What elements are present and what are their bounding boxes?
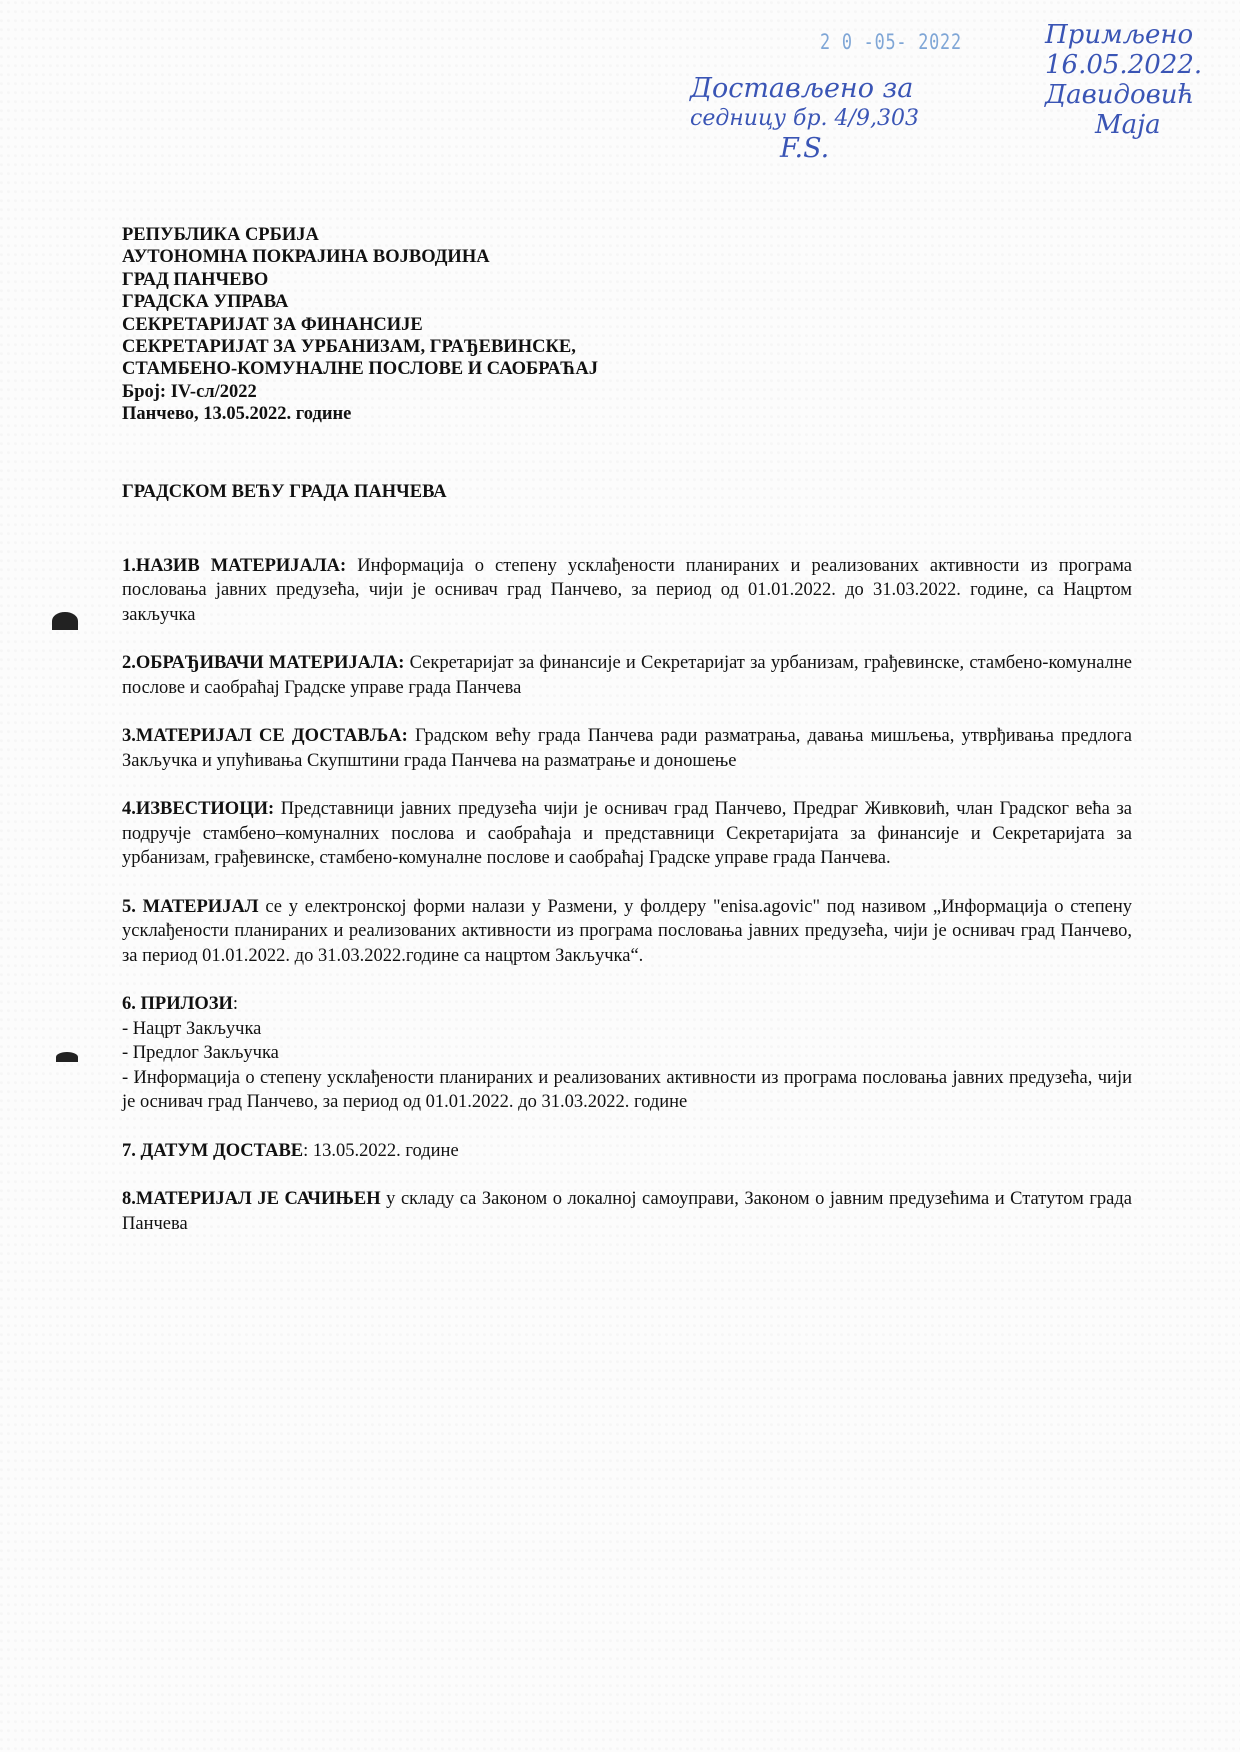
attachment-item: - Информација о степену усклађености планираних и реализованих активности из програма пословања јавних предузећа, чији је оснивач град Панчево, за период од 01.01.2022. до 31.03.2022. године [122, 1067, 1132, 1113]
section-material-title: 1.НАЗИВ МАТЕРИЈАЛА: Информација о степену усклађености планираних и реализованих активности из програма пословања јавних предузећа, чији је оснивач град Панчево, за период од 01.01.2022. до 31.03.2022. године, са Нацртом закључка [122, 555, 1132, 625]
section-delivery-date: 7. ДАТУМ ДОСТАВЕ: 13.05.2022. године [122, 1140, 459, 1161]
punch-hole-mark [56, 1052, 78, 1062]
section-authors: 2.ОБРАЂИВАЧИ МАТЕРИЈАЛА: Секретаријат за финансије и Секретаријат за урбанизам, грађевинске, стамбено-комуналне послове и саобраћај Градске управе града Панчева [122, 653, 1132, 698]
addressee-heading: ГРАДСКОМ ВЕЋУ ГРАДА ПАНЧЕВА [122, 481, 447, 502]
handwritten-received-note: Примљено 16.05.2022. Давидовић Маја [1045, 20, 1203, 140]
document-body [122, 224, 1132, 1260]
punch-hole-mark [52, 612, 78, 630]
attachment-item: - Предлог Закључка [122, 1043, 279, 1064]
handwritten-delivery-note: Достављено за седницу бр. 4/9,303 F.S. [690, 73, 919, 164]
section-rapporteurs: 4.ИЗВЕСТИОЦИ: Представници јавних предузећа чији је оснивач град Панчево, Предраг Живковић, члан Градског већа за подручје стамбено–комуналних послова и саобраћаја и представници Секретаријата за финансије и Секретаријата за урбанизам, грађевинске, стамбено-комуналне послове и саобраћај Градске управе града Панчева. [122, 799, 1132, 869]
attachment-item: - Нацрт Закључка [122, 1018, 262, 1039]
sections [122, 554, 1132, 1237]
section-attachments: 6. ПРИЛОЗИ: - Нацрт Закључка - Предлог Закључка - Информација о степену усклађености планираних и реализованих активности из програма пословања јавних предузећа, чији је оснивач град Панчево, за период од 01.01.2022. до 31.03.2022. године [122, 992, 1132, 1115]
section-legal-basis: 8.МАТЕРИЈАЛ ЈЕ САЧИЊЕН у складу са Законом о локалној самоуправи, Законом о јавним предузећима и Статутом града Панчева [122, 1189, 1132, 1234]
issuer-header: РЕПУБЛИКА СРБИЈА АУТОНОМНА ПОКРАЈИНА ВОЈВОДИНА ГРАД ПАНЧЕВО ГРАДСКА УПРАВА СЕКРЕТАРИЈАТ ЗА ФИНАНСИЈЕ СЕКРЕТАРИЈАТ ЗА УРБАНИЗАМ, ГРАЂЕВИНСКЕ, СТАМБЕНО-КОМУНАЛНЕ ПОСЛОВЕ И САОБРАЋАЈ Број: IV-сл/2022 Панчево, 13.05.2022. године [122, 225, 598, 425]
section-delivered-to: 3.МАТЕРИЈАЛ СЕ ДОСТАВЉА: Градском већу града Панчева ради разматрања, давања мишљења, утврђивања предлога Закључка и упућивања Скупштини града Панчева на разматрање и доношење [122, 726, 1132, 771]
received-date-stamp: 2 0 -05- 2022 [820, 30, 962, 54]
section-electronic-material: 5. МАТЕРИЈАЛ се у електронској форми налази у Размени, у фолдеру "enisa.agovic" под називом „Информација о степену усклађености планираних и реализованих активности из програма пословања јавних предузећа, чији је оснивач град Панчево, за период 01.01.2022. до 31.03.2022.године са нацртом Закључка“. [122, 896, 1132, 966]
